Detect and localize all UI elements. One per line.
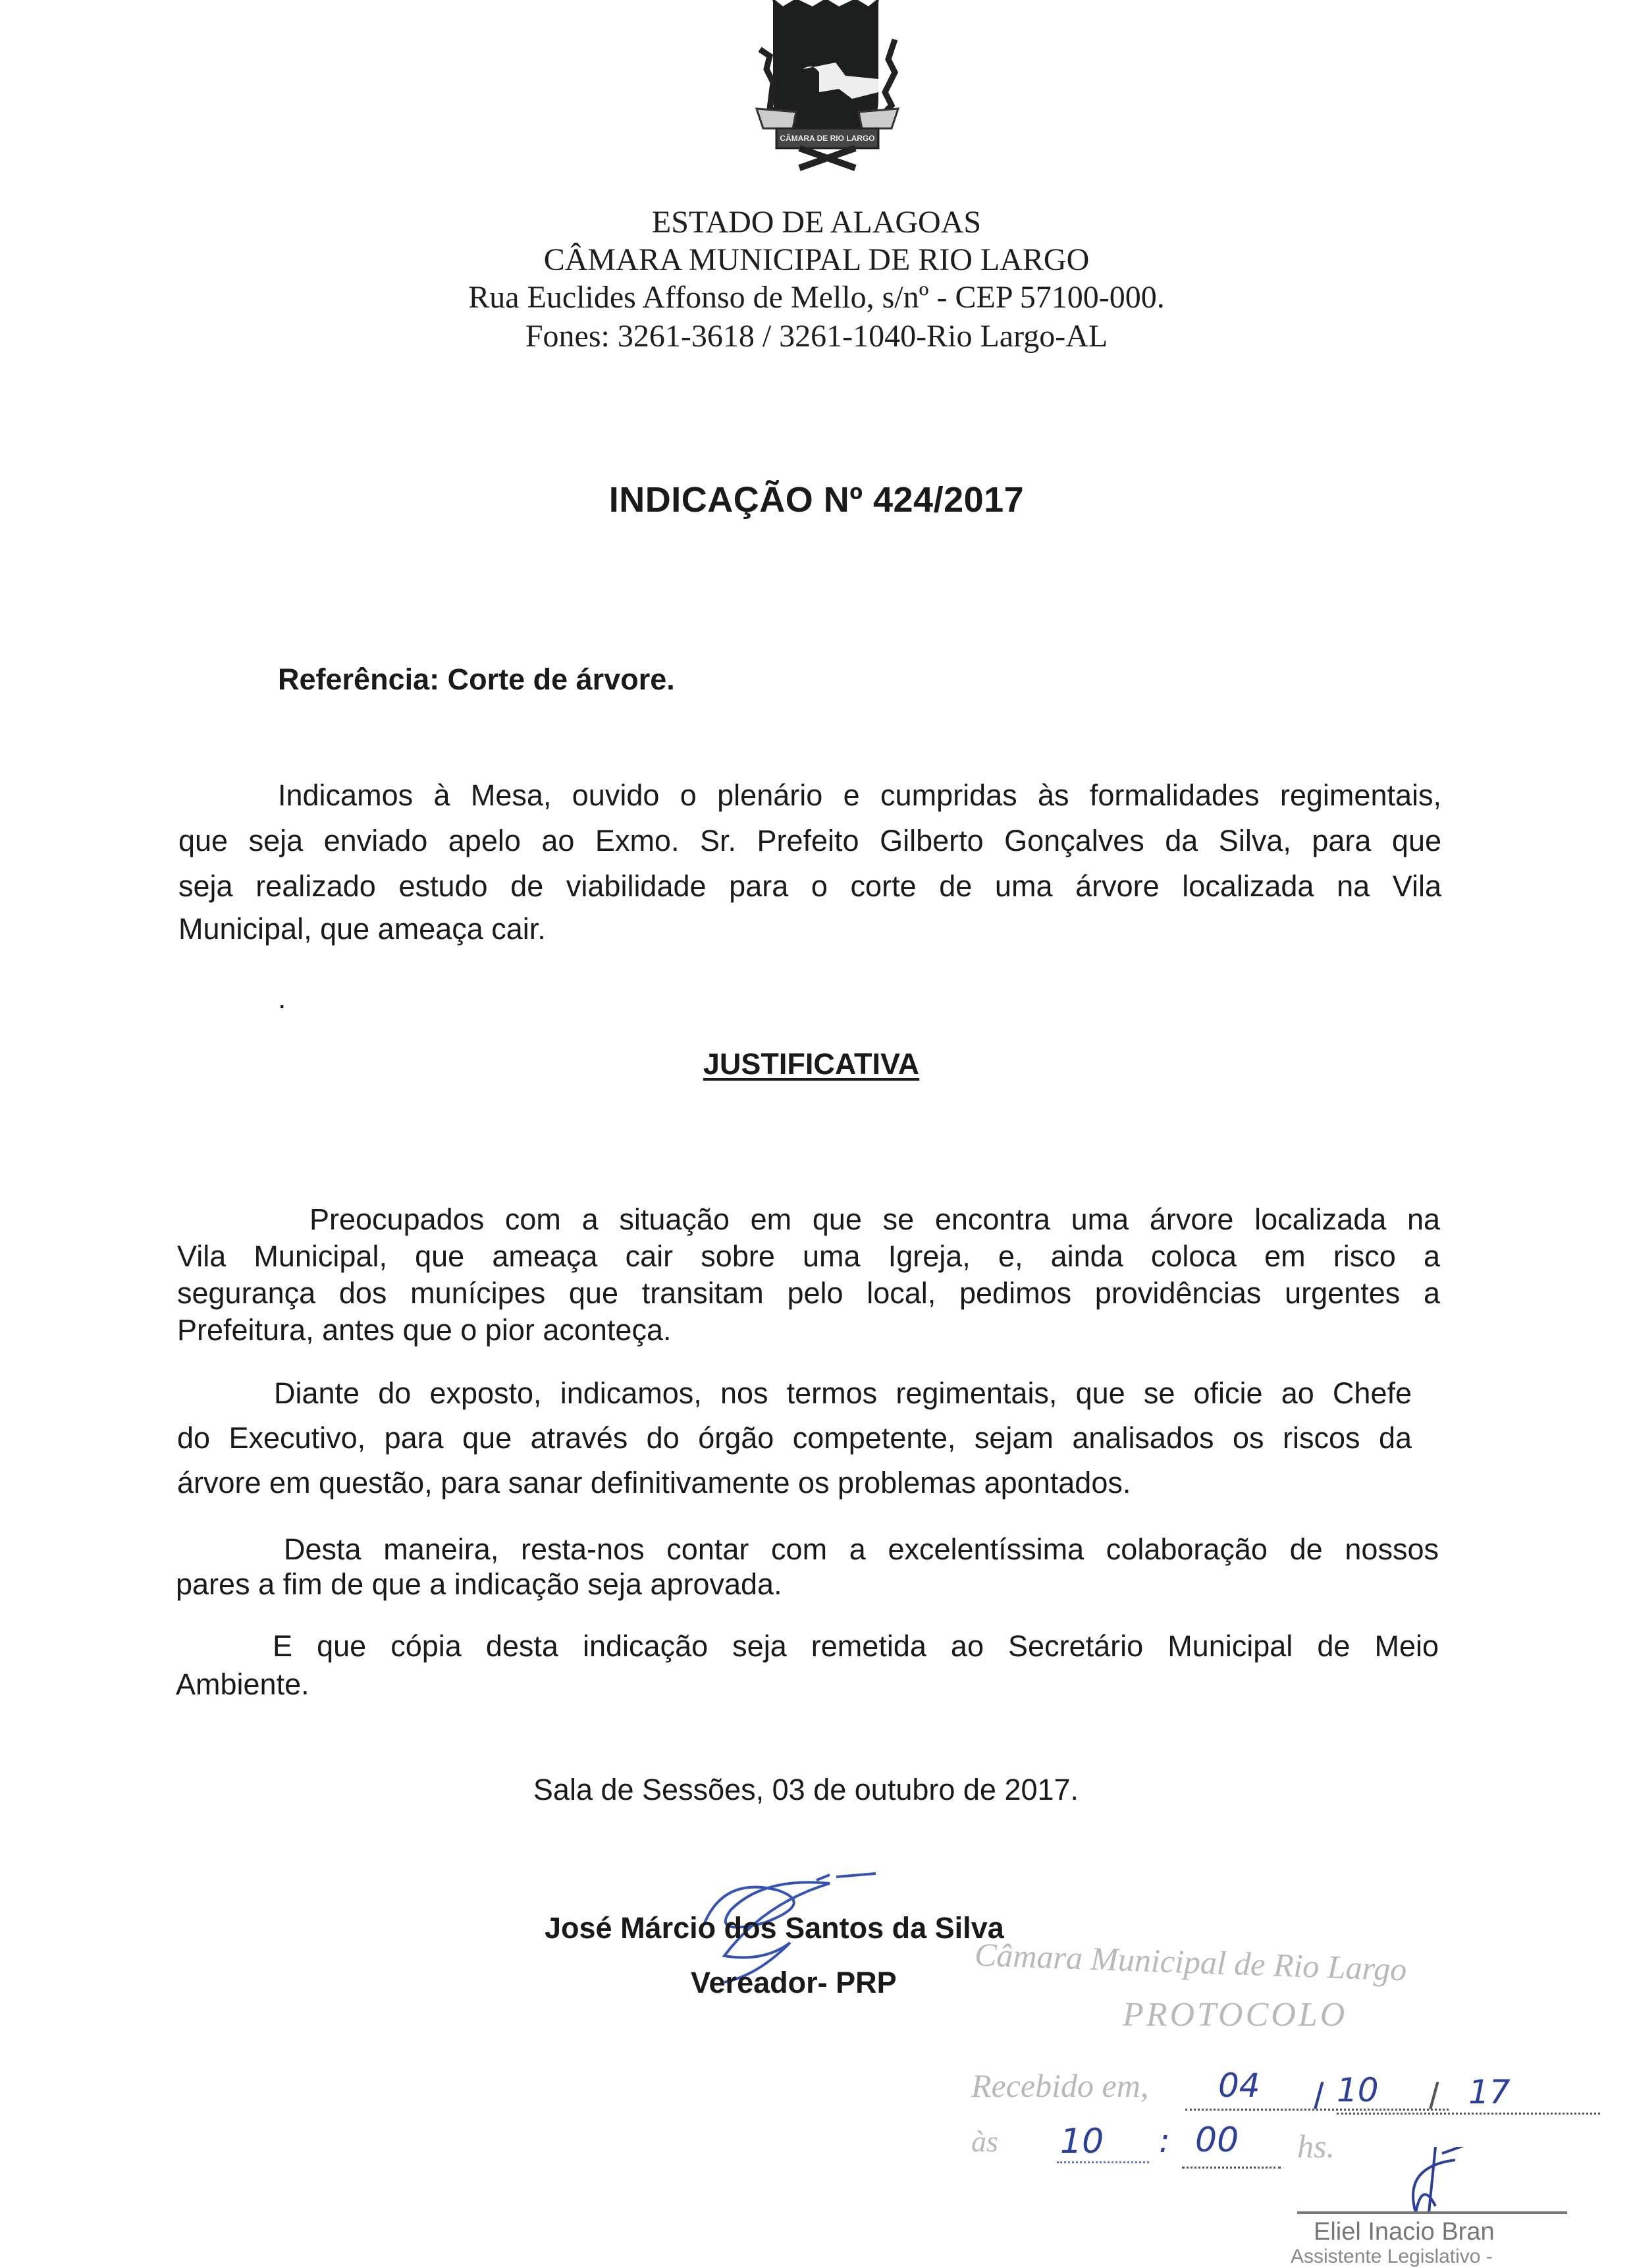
paragraph-collaboration [176, 1532, 1439, 1601]
text-line: seja realizado estudo de viabilidade para o corte de uma árvore localizada na Vila [178, 869, 1441, 903]
header-address: Rua Euclides Affonso de Mello, s/nº - CEP 57100-000. [468, 280, 1165, 315]
date-separator: / [1429, 2075, 1439, 2117]
text-line: árvore em questão, para sanar definitivamente os problemas apontados. [177, 1466, 1131, 1499]
place-and-date: Sala de Sessões, 03 de outubro de 2017. [533, 1773, 1079, 1806]
text-line: Prefeitura, antes que o pior aconteça. [177, 1313, 672, 1347]
receiver-signature [1376, 2147, 1508, 2219]
paragraph-request [177, 1376, 1412, 1499]
time-separator: : [1159, 2122, 1170, 2160]
text-line: segurança dos munícipes que transitam pelo local, pedimos providências urgentes a [177, 1276, 1440, 1310]
date-separator: / [1314, 2075, 1324, 2117]
document-title: INDICAÇÃO Nº 424/2017 [608, 480, 1025, 520]
reference-line: Referência: Corte de árvore. [278, 662, 675, 696]
signatory-name: José Márcio dos Santos da Silva [545, 1911, 1004, 1945]
stamp-institution: Câmara Municipal de Rio Largo [974, 1935, 1408, 1988]
text-line: E que cópia desta indicação seja remetida ao Secretário Municipal de Meio [273, 1629, 1439, 1663]
receiver-role: Assistente Legislativo - [1291, 2246, 1493, 2267]
date-underline [1337, 2113, 1600, 2115]
header-chamber: CÂMARA MUNICIPAL DE RIO LARGO [543, 242, 1090, 277]
time-underline [1057, 2161, 1149, 2163]
crest-ribbon-text: CÂMARA DE RIO LARGO [780, 134, 875, 143]
stamp-heading: PROTOCOLO [1123, 1996, 1348, 2034]
text-line: do Executivo, para que através do órgão competente, sejam analisados os riscos da [177, 1421, 1412, 1455]
text-line: Preocupados com a situação em que se encontra uma árvore localizada na [309, 1202, 1440, 1236]
header-phones: Fones: 3261-3618 / 3261-1040-Rio Largo-AL [525, 319, 1108, 354]
received-month: 10 [1337, 2071, 1379, 2109]
stray-dot: . [278, 981, 286, 1015]
paragraph-justification [177, 1202, 1440, 1347]
signatory-role: Vereador- PRP [691, 1966, 897, 1999]
municipal-crest-logo [747, 0, 908, 175]
text-line: Indicamos à Mesa, ouvido o plenário e cumpridas às formalidades regimentais, [278, 778, 1441, 812]
header-state: ESTADO DE ALAGOAS [651, 205, 982, 240]
signature-line [1297, 2211, 1567, 2214]
text-line: pares a fim de que a indicação seja aprovada. [176, 1567, 782, 1601]
receiver-name: Eliel Inacio Bran [1314, 2218, 1495, 2246]
time-underline [1182, 2167, 1281, 2169]
text-line: Ambiente. [176, 1667, 309, 1701]
justification-heading: JUSTIFICATIVA [703, 1047, 920, 1081]
stamp-received-label: Recebido em, [971, 2067, 1149, 2104]
text-line: Vila Municipal, que ameaça cair sobre uma Igreja, e, ainda coloca em risco a [177, 1239, 1440, 1273]
protocol-stamp [968, 1935, 1613, 2267]
received-minute: 00 [1195, 2120, 1239, 2160]
paragraph-indication [178, 778, 1441, 946]
paragraph-copy [176, 1629, 1439, 1701]
received-year: 17 [1468, 2073, 1511, 2111]
received-hour: 10 [1060, 2122, 1104, 2161]
text-line: Municipal, que ameaça cair. [178, 912, 546, 946]
stamp-hours-label: hs. [1297, 2128, 1335, 2165]
text-line: Desta maneira, resta-nos contar com a excelentíssima colaboração de nossos [284, 1532, 1439, 1566]
text-line: que seja enviado apelo ao Exmo. Sr. Prefeito Gilberto Gonçalves da Silva, para que [178, 824, 1441, 857]
stamp-at-label: às [971, 2124, 998, 2158]
text-line: Diante do exposto, indicamos, nos termos regimentais, que se oficie ao Chefe [274, 1376, 1412, 1410]
received-day: 04 [1218, 2066, 1260, 2105]
